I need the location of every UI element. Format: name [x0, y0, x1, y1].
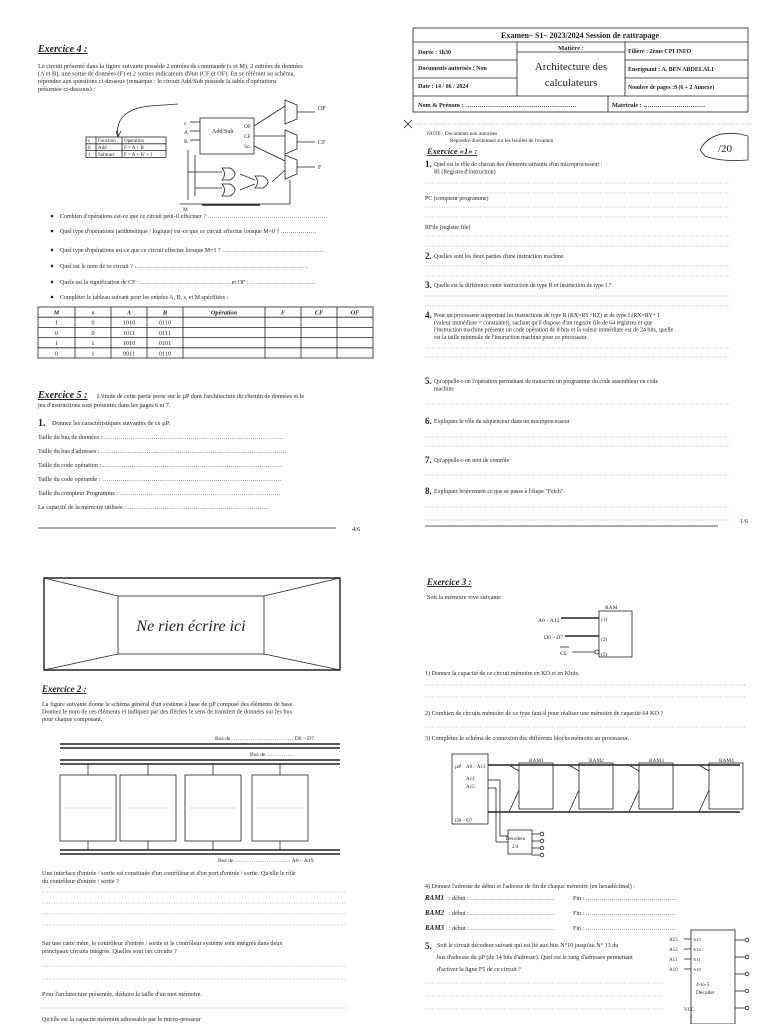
- banner-text: Ne rien écrire ici: [136, 618, 246, 635]
- question-text: RFile (register file): [425, 225, 471, 231]
- decoder-input-label: A10: [669, 968, 678, 973]
- decoder-input-label: A12: [669, 948, 678, 953]
- question-text: Qu'appelle-t-on mot de contrôle: [434, 458, 510, 464]
- exercise-3-q3: 3) Complétez le schéma de connexion des différents blocks mémoire au processeur.: [425, 736, 629, 742]
- ram-chip-title: RAM: [605, 605, 618, 611]
- page-3-sheet: [398, 548, 762, 1024]
- exercise-4-intro-line: Le circuit présenté dans la figure suivante possède 2 entrées de commande (s et M), 2 entrées de données: [38, 63, 303, 70]
- question-number: 7.: [425, 455, 432, 465]
- input-a-label: A: [184, 130, 188, 136]
- processor-label: µP: [455, 764, 462, 770]
- question-number: 5.: [425, 376, 432, 386]
- exercise-5-title: Exercice 5 :: [38, 390, 88, 401]
- truth-table-cell: 1: [54, 319, 59, 327]
- question-text: Pour un processeur supportant les instructions de type R (RX=RY+RZ) et de type I (RX=RY+ I: [434, 313, 660, 319]
- ram-range-label: RAM1: [425, 894, 445, 902]
- operation-table-header: s: [88, 139, 90, 145]
- ram-cs-label: CS: [560, 651, 567, 657]
- truth-table-header: CF: [314, 309, 324, 317]
- output-f-label: F: [318, 165, 322, 171]
- truth-table-header: B: [162, 309, 168, 317]
- exercise-2-q1: du contrôleur d'entrée / sortie ?: [42, 878, 119, 885]
- ram-range-label: RAM2: [425, 909, 445, 917]
- decoder-subtitle: Decoder: [696, 990, 715, 996]
- exercise-4-question: Combien d'opérations est-ce que ce circuit peut-il effectuer ? ……………………………………………………: [60, 214, 328, 220]
- ram-data-label: D0 – D7: [544, 635, 563, 641]
- truth-table-cell: 1011: [122, 329, 136, 337]
- exercise-2-intro-line: pour chaque composant.: [42, 716, 103, 723]
- page-4-number: 4/6: [352, 526, 361, 533]
- exercise-2-q2: Sur une carte mère, le contrôleur d'entrée / sortie et le contrôleur système sont intégrés dans deux: [42, 940, 283, 947]
- question-text: Qu'appelle-t-on l'opération permettant de transcrire un programme du code assembleur en code: [434, 379, 659, 385]
- student-id-field: Matricule : …………………………: [612, 102, 706, 109]
- score-label: /20: [718, 143, 733, 155]
- data-bus-label: Bus de …………………………… D0 – D7: [215, 736, 314, 742]
- exam-teacher: Enseignant : A. BEN ABDELALI: [628, 67, 714, 73]
- ram-range-start: : début : ……………………………………: [449, 911, 555, 917]
- truth-table-header: Opération: [210, 309, 238, 317]
- ram-pin-3: (3): [601, 652, 608, 658]
- operation-table-cell: Subtract: [98, 152, 115, 158]
- exercise-2-q3: Pour l'architecture présentée, déduire la taille d'un mot mémoire.: [42, 991, 202, 998]
- memory-block-label: RAM1: [529, 758, 544, 764]
- question-text: RI (Registre d'instruction): [434, 169, 496, 176]
- exercise-2-intro-line: La figure suivante donne le schéma général d'un système à base de µP composé des éléments de base.: [42, 701, 294, 708]
- truth-table-header: A: [126, 309, 132, 317]
- exam-title: Examen– S1– 2023/2024 Session de rattrapage: [501, 31, 659, 40]
- question-bullet: [51, 265, 54, 268]
- question-text: est la taille minimale de l'instruction machine pour ce processeur.: [434, 334, 588, 341]
- operation-table-cell: Add: [98, 146, 107, 151]
- student-name-field: Nom & Prénom : ………………………………………………: [418, 102, 577, 109]
- truth-table-cell: 0110: [158, 350, 172, 358]
- operation-table-cell: 1: [88, 152, 91, 158]
- truth-table-cell: 1010: [122, 340, 136, 348]
- operation-table-cell: F = A + B: [124, 146, 144, 151]
- exam-note-2: Répondre directement sur les feuilles de l'examen: [450, 138, 554, 144]
- subject-line-2: calculateurs: [544, 77, 598, 89]
- decoder-pin-label: A10: [693, 967, 701, 972]
- subject-label: Matière :: [558, 45, 584, 52]
- exercise-2-intro-line: Donnez le nom de ces éléments et indiquez par des flèches le sens de transfert de données sur les bus: [42, 708, 292, 716]
- exercise-4-question: Quel type d'opérations est-ce que ce circuit effectue lorsque M=1 ? ……………………………………………: [60, 248, 325, 254]
- exam-documents: Documents autorisés : Non: [418, 66, 487, 72]
- address-bus-label: Bus de ………………………… A0 – A19: [218, 858, 314, 864]
- exercise-4-intro-line: répondez aux questions ci-dessous (remarque : le circuit Add/Sub possède la table d'opérations: [38, 78, 277, 86]
- exercise-5-intro-line: L'étude de cette partie porte sur le µP dont l'architecture du chemin de données et le: [97, 393, 305, 400]
- question-bullet: [51, 215, 54, 218]
- exam-note: NOTE : Documents non autorisés: [427, 131, 498, 137]
- exercise-3-q2: 2) Combien de circuits mémoire de ce type faut-il pour réaliser une mémoire de capacité 64 KO ?: [425, 711, 664, 717]
- memory-block-label: RAM3: [649, 758, 664, 764]
- exercise-5-field: Taille du code opération : ……………………………………………………………………………: [38, 462, 283, 469]
- exercise-4-title: Exercice 4 :: [38, 44, 88, 55]
- exercise-2-q4: Qu'elle est la capacité mémoire adressable par le micro-presseur: [42, 1016, 201, 1023]
- addsub-cf-pin: CF: [244, 134, 251, 140]
- input-m-label: M: [183, 207, 188, 213]
- truth-table-header: F: [280, 309, 286, 317]
- addsub-so-pin: So: [244, 144, 250, 150]
- exercise-3-q5: bus d'adresse du µP (de 14 bits d'adresse). Quel est le rang d'adresses permettant: [437, 955, 633, 961]
- exercise-5-intro-line: jeu d'instructions sont présentés dans les pages 6 et 7.: [38, 402, 171, 409]
- question-text: Expliquez le rôle du séquenceur dans un microprocesseur: [434, 419, 570, 425]
- operation-table-cell: 0: [88, 146, 91, 151]
- question-number: 3.: [425, 280, 432, 290]
- exam-program: Filière : 2ème CPI INFO: [628, 49, 692, 55]
- exercise-4-intro-line: (A et B), une sortie de données (F) et 2 sorties indicateurs d'état (CF et OF). En se référant au schéma,: [38, 70, 295, 78]
- exercise-4-question: Quel est le nom de ce circuit ? ……………………………………………………………………………: [60, 264, 309, 270]
- subject-line-1: Architecture des: [534, 61, 608, 73]
- question-bullet: [51, 249, 54, 252]
- question-number: 1.: [425, 159, 432, 169]
- ram-range-end: Fin : ………………………………………: [573, 896, 676, 902]
- decoder-ratio: 2/4: [512, 845, 519, 850]
- exercise-5-field: Taille du bus de données : ……………………………………………………………………………: [38, 434, 284, 441]
- input-b-label: B: [184, 139, 188, 145]
- exercise-5-field: Taille du code opérande : ……………………………………………………………………………: [38, 476, 282, 483]
- question-text: Expliquez brièvement ce que se passe à l'étape "Fetch".: [434, 489, 565, 495]
- exercise-5-question-number: 1.: [38, 418, 46, 429]
- question-text: Quelle est la différence entre instruction de type R et instruction de type I ?: [434, 283, 612, 289]
- truth-table-cell: 0: [54, 329, 59, 337]
- exercise-4-question: Compléter le tableau suivant pour les entrées A, B, s, et M spécifiées :: [60, 295, 229, 301]
- question-text: Quelles sont les deux parties d'une instruction machine: [434, 254, 564, 260]
- question-text: PC (compteur programme): [425, 196, 489, 202]
- ram-pin-1: (1): [601, 617, 608, 623]
- exercise-4-question: Quel type d'opérations (arithmétique / logique) est-ce que ce circuit effectue lorsque M=0 ? ………………: [60, 229, 317, 235]
- processor-a15-label: A15: [466, 785, 475, 790]
- question-bullet: [51, 296, 54, 299]
- decoder-label: Décodeur: [506, 837, 526, 842]
- decoder-vcc-label: VCC: [684, 1008, 695, 1013]
- decoder-input-label: A11: [669, 958, 678, 963]
- decoder-input-label: A13: [669, 938, 678, 943]
- truth-table-cell: 0111: [158, 329, 172, 337]
- exercise-3-q1: 1) Donnez la capacité de ce circuit mémoire en KO et en Kbits.: [425, 671, 580, 677]
- page-1-number: 1/6: [740, 518, 749, 525]
- addsub-of-pin: OF: [244, 124, 252, 130]
- truth-table-cell: 0: [91, 329, 95, 337]
- truth-table-cell: 1010: [122, 319, 136, 327]
- ram-range-end: Fin : ………………………………………: [573, 911, 676, 917]
- exercise-3-q5-number: 5.: [425, 941, 432, 951]
- operation-table-header: Opération: [124, 139, 144, 145]
- question-number: 8.: [425, 486, 432, 496]
- truth-table-header: M: [53, 309, 60, 317]
- ram-range-end: Fin : ………………………………………: [573, 926, 676, 932]
- decoder-pin-label: A12: [693, 947, 701, 952]
- exercise-3-intro: Soit la mémoire vive suivante: [427, 594, 501, 601]
- exercise-3-q5: d'activer la ligne F5 de ce circuit ?: [437, 967, 521, 973]
- exercise-5-field: Taille du bus d'adresses : ………………………………………………………………………………: [38, 448, 287, 455]
- question-text: Quel est le rôle de chacun des éléments suivants d'un microprocesseur :: [434, 162, 603, 168]
- addsub-label: Add/Sub: [212, 129, 234, 135]
- truth-table-cell: 0: [54, 350, 59, 358]
- control-bus-label: Bus de ……………: [250, 752, 295, 758]
- truth-table-cell: 0011: [122, 350, 136, 358]
- truth-table-cell: 0101: [158, 340, 172, 348]
- question-bullet: [51, 281, 54, 284]
- question-text: (valeur immédiate = constante)), sachant qu'il dispose d'un registre file de 64 registres et que: [434, 320, 653, 327]
- question-number: 2.: [425, 251, 432, 261]
- output-cf-label: CF: [318, 140, 326, 146]
- operation-table-header: Fonction: [98, 139, 116, 145]
- operation-table-cell: F = A + B' + 1: [124, 152, 153, 158]
- exercise-5-field: La capacité de la mémoire utilisée : ……………………………………………………………: [38, 504, 270, 511]
- ram-pin-2: (2): [601, 637, 608, 643]
- truth-table-cell: 0: [91, 319, 95, 327]
- exam-pages: Nombre de pages :8 (6 + 2 Annexe): [628, 85, 715, 91]
- truth-table-cell: 1: [54, 340, 59, 348]
- exercise-2-q2: principaux circuits intégrés. Quelles sont ces circuits ?: [42, 948, 177, 955]
- memory-block-label: RAM2: [589, 758, 604, 764]
- question-text: l'instruction machine présente un code opération de 8 bits et la valeur immédiate est de 24 bits, quelle: [434, 327, 674, 334]
- ram-range-start: : début : ……………………………………: [449, 896, 555, 902]
- truth-table-cell: 1: [91, 340, 95, 348]
- exercise-3-q4: 4) Donnez l'adresse de début et l'adresse de fin de chaque mémoire (en hexadécimal) :: [425, 884, 635, 890]
- exercise-2-title: Exercice 2 :: [42, 684, 87, 694]
- truth-table-header: s: [91, 309, 95, 317]
- processor-data-label: D0 – D7: [455, 819, 473, 824]
- exam-date: Date : 14 / 06 / 2024: [418, 84, 469, 90]
- truth-table-cell: 0110: [158, 319, 172, 327]
- ram-range-start: : début : ……………………………………: [449, 926, 555, 932]
- question-number: 6.: [425, 416, 432, 426]
- exercise-1-title: Exercice «1» :: [427, 146, 478, 156]
- exercise-5-question: Donnez les caractéristiques suivantes de ce µP.: [52, 420, 171, 427]
- exam-duration: Durée : 1h30: [418, 50, 451, 56]
- ram-address-label: A0 – A13: [538, 618, 560, 624]
- input-s-label: s: [184, 121, 187, 127]
- exercise-3-title: Exercice 3 :: [427, 577, 472, 587]
- processor-address-label: A0 – A13: [466, 765, 486, 770]
- question-text: machine: [434, 386, 454, 393]
- exercise-4-question: Quels est la signification de CF : ……………………………………… et OF : ……………………………: [60, 280, 316, 286]
- memory-block-label: RAM4: [719, 758, 734, 764]
- truth-table-header: OF: [350, 309, 360, 317]
- exercise-3-q5: Soit le circuit décodeur suivant qui est lié aux bits N°10 jusqu'au N° 13 du: [437, 943, 619, 949]
- truth-table-cell: 1: [91, 350, 95, 358]
- question-bullet: [51, 230, 54, 233]
- exercise-5-field: Taille du compteur Programme : ……………………………………………………………………: [38, 490, 281, 497]
- decoder-pin-label: A11: [693, 957, 701, 962]
- decoder-title: 4-to-5: [696, 982, 710, 988]
- decoder-pin-label: A13: [693, 937, 701, 942]
- exercise-4-intro-line: présentée ci-dessous) :: [38, 85, 96, 93]
- ram-range-label: RAM3: [425, 924, 445, 932]
- processor-a14-label: A14: [466, 777, 475, 782]
- output-of-label: OF: [318, 106, 326, 112]
- exercise-2-q1: Une interface d'entrée / sortie est constituée d'un contrôleur et d'un port d'entrée / sortie. Qu'elle le rôle: [42, 870, 296, 877]
- question-number: 4.: [425, 310, 432, 320]
